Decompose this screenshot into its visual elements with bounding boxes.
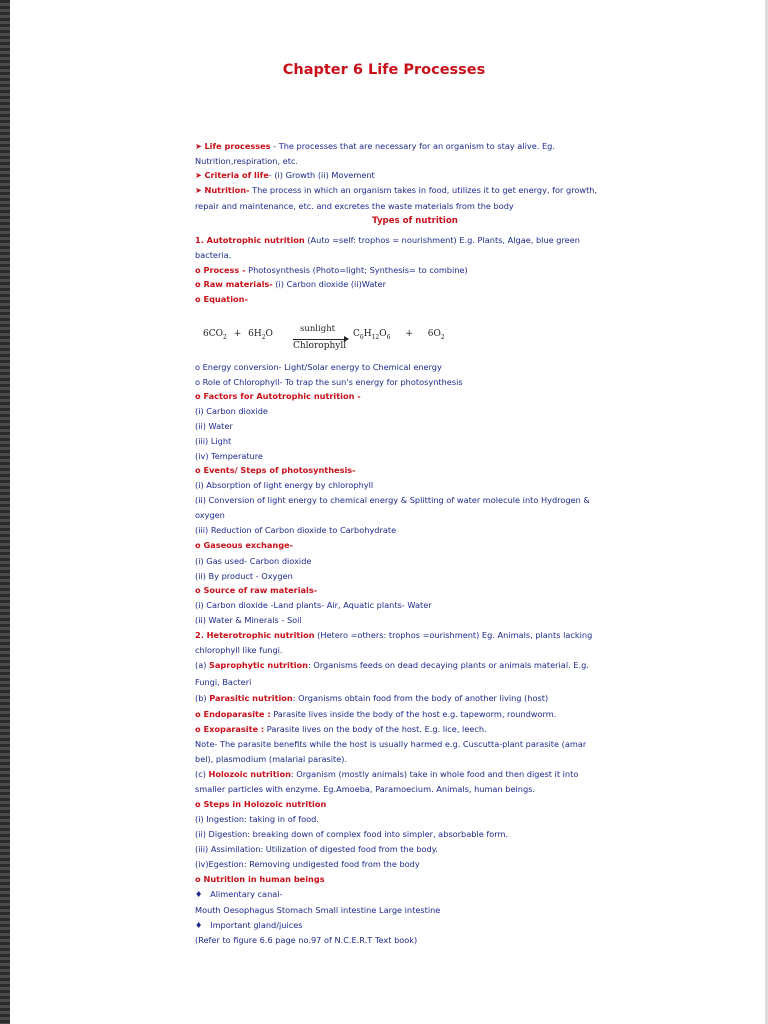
line: smaller particles with enzyme. Eg.Amoeba, Paramoecium. Animals, human beings. <box>195 784 536 794</box>
line: (iii) Assimilation: Utilization of digested food from the body. <box>195 844 439 854</box>
line: o Role of Chlorophyll- To trap the sun's energy for photosynthesis <box>195 377 463 387</box>
line-raw-materials: o Raw materials- (i) Carbon dioxide (ii)Water <box>195 279 386 289</box>
line-heterotrophic: 2. Heterotrophic nutrition (Hetero =others: trophos =ourishment) Eg. Animals, plants lacking <box>195 630 593 640</box>
line: oxygen <box>195 510 225 520</box>
line: (ii) By product - Oxygen <box>195 571 293 581</box>
types-heading: Types of nutrition <box>372 216 458 226</box>
equation-arrow <box>293 339 345 340</box>
line-nutrition-human: o Nutrition in human beings <box>195 874 325 884</box>
line: (i) Carbon dioxide -Land plants- Air, Aquatic plants- Water <box>195 600 432 610</box>
line: Nutrition,respiration, etc. <box>195 156 299 166</box>
line-parasitic: (b) Parasitic nutrition: Organisms obtain food from the body of another living (host) <box>195 693 549 703</box>
line: repair and maintenance, etc. and excretes the waste materials from the body <box>195 201 514 211</box>
line: o Energy conversion- Light/Solar energy to Chemical energy <box>195 362 442 372</box>
line: (iv)Egestion: Removing undigested food from the body <box>195 859 420 869</box>
line-steps-holozoic: o Steps in Holozoic nutrition <box>195 799 327 809</box>
line-autotrophic: 1. Autotrophic nutrition (Auto =self: trophos = nourishment) E.g. Plants, Algae, blue green <box>195 235 580 245</box>
line: bel), plasmodium (malarial parasite). <box>195 754 348 764</box>
line: (ii) Water & Minerals - Soil <box>195 615 302 625</box>
line: (i) Carbon dioxide <box>195 406 268 416</box>
line-alimentary: ♦ Alimentary canal- <box>195 889 283 899</box>
line: (i) Ingestion: taking in of food. <box>195 814 319 824</box>
line: (i) Absorption of light energy by chlorophyll <box>195 480 374 490</box>
diamond-bullet-icon: ♦ <box>195 889 203 899</box>
line-factors: o Factors for Autotrophic nutrition - <box>195 391 361 401</box>
line: (i) Gas used- Carbon dioxide <box>195 556 312 566</box>
line: bacteria. <box>195 250 232 260</box>
line: (ii) Digestion: breaking down of complex food into simpler, absorbable form. <box>195 829 509 839</box>
line-exoparasite: o Exoparasite : Parasite lives on the body of the host. E.g. lice, leech. <box>195 724 487 734</box>
line: (iii) Light <box>195 436 232 446</box>
page-title: Chapter 6 Life Processes <box>282 62 486 78</box>
line: chlorophyll like fungi. <box>195 645 283 655</box>
line-gaseous: o Gaseous exchange- <box>195 540 294 550</box>
line-life-processes: ➤ Life processes - The processes that are necessary for an organism to stay alive. Eg. <box>195 141 555 151</box>
line-process: o Process - Photosynthesis (Photo=light; Synthesis= to combine) <box>195 265 468 275</box>
line: (ii) Water <box>195 421 233 431</box>
left-edge-decoration <box>0 0 10 1024</box>
line-nutrition: ➤ Nutrition- The process in which an organism takes in food, utilizes it to get energy, for growth, <box>195 185 598 195</box>
line-holozoic: (c) Holozoic nutrition: Organism (mostly animals) take in whole food and then digest it into <box>195 769 579 779</box>
line: Fungi, Bacteri <box>195 677 252 687</box>
line-equation-label: o Equation- <box>195 294 248 304</box>
line-source: o Source of raw materials- <box>195 585 318 595</box>
line-saprophytic: (a) Saprophytic nutrition: Organisms feeds on dead decaying plants or animals material. E.g. <box>195 660 589 670</box>
line-endoparasite: o Endoparasite : Parasite lives inside the body of the host e.g. tapeworm, roundworm. <box>195 709 557 719</box>
line: Mouth Oesophagus Stomach Small intestine Large intestine <box>195 905 441 915</box>
equation-sunlight: sunlight <box>300 324 336 334</box>
line: (iii) Reduction of Carbon dioxide to Carbohydrate <box>195 525 397 535</box>
line-events: o Events/ Steps of photosynthesis- <box>195 465 356 475</box>
line: Note- The parasite benefits while the host is usually harmed e.g. Cuscutta-plant parasite (amar <box>195 739 587 749</box>
equation-chlorophyll: Chlorophyll <box>293 341 347 351</box>
diamond-bullet-icon: ♦ <box>195 920 203 930</box>
line: (ii) Conversion of light energy to chemical energy & Splitting of water molecule into Hydrogen & <box>195 495 590 505</box>
line-reference: (Refer to figure 6.6 page no.97 of N.C.E.R.T Text book) <box>195 935 418 945</box>
line-glands: ♦ Important gland/juices <box>195 920 303 930</box>
line-criteria: ➤ Criteria of life- (i) Growth (ii) Movement <box>195 170 375 180</box>
line: (iv) Temperature <box>195 451 263 461</box>
